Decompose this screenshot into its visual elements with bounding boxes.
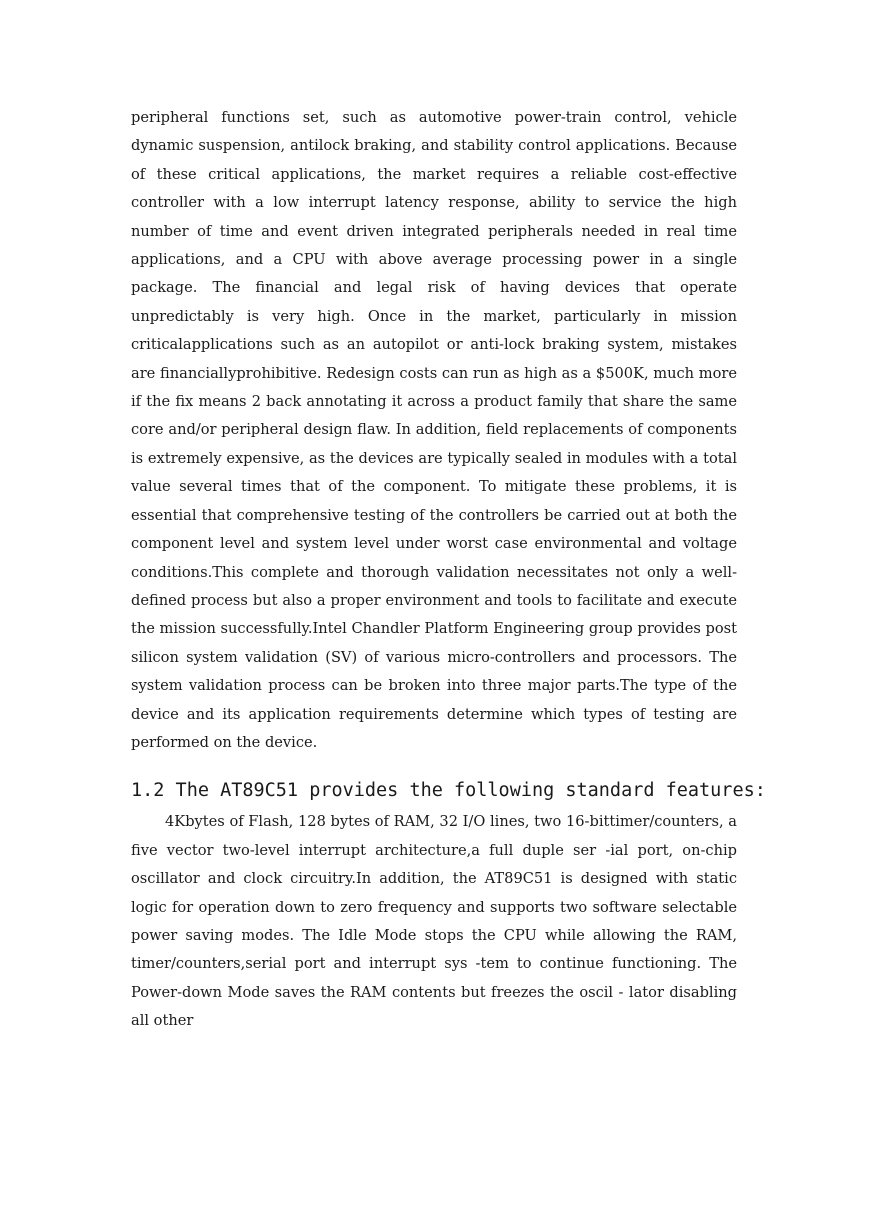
document-page — [131, 104, 766, 1036]
section-heading-standard-features: 1.2 The AT89C51 provides the following standard features: — [131, 780, 766, 802]
body-paragraph-features: 4Kbytes of Flash, 128 bytes of RAM, 32 I/O lines, two 16-bittimer/counters, a five vector two-level interrupt architecture,a full duple ser -ial port, on-chip oscillator and clock circuitry.In addition, the AT89C51 is designed with static logic for operation down to zero frequency and supports two software selectable power saving modes. The Idle Mode stops the CPU while allowing the RAM, timer/counters,serial port and interrupt sys -tem to continue functioning. The Power-down Mode saves the RAM contents but freezes the oscil - lator disabling all other — [131, 813, 737, 1030]
body-paragraph-validation: peripheral functions set, such as automotive power-train control, vehicle dynamic suspension, antilock braking, and stability control applications. Because of these critical applications, the market requires a reliable cost-effective controller with a low interrupt latency response, ability to service the high number of time and event driven integrated peripherals needed in real time applications, and a CPU with above average processing power in a single package. The financial and legal risk of having devices that operate unpredictably is very high. Once in the market, particularly in mission criticalapplications such as an autopilot or anti-lock braking system, mistakes are financiallyprohibitive. Redesign costs can run as high as a $500K, much more if the fix means 2 back annotating it across a product family that share the same core and/or peripheral design flaw. In addition, field replacements of components is extremely expensive, as the devices are typically sealed in modules with a total value several times that of the component. To mitigate these problems, it is essential that comprehensive testing of the controllers be carried out at both the component level and system level under worst case environmental and voltage conditions.This complete and thorough validation necessitates not only a well-defined process but also a proper environment and tools to facilitate and execute the mission successfully.Intel Chandler Platform Engineering group provides post silicon system validation (SV) of various micro-controllers and processors. The system validation process can be broken into three major parts.The type of the device and its application requirements determine which types of testing are performed on the device. — [131, 109, 737, 751]
